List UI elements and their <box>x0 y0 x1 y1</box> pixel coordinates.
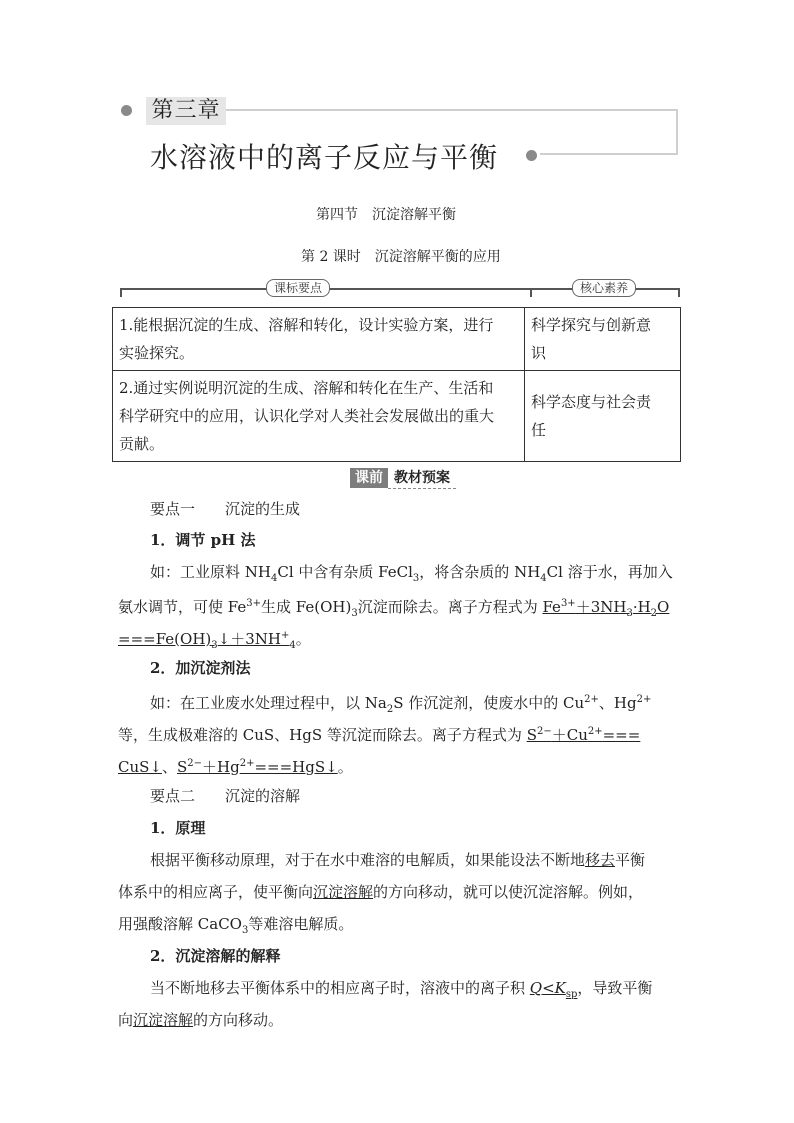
subscript: 3 <box>351 608 358 619</box>
paragraph-line <box>118 1008 678 1032</box>
text: ＋Cu <box>551 726 588 744</box>
cell-line: 任 <box>531 421 547 439</box>
text: Fe <box>542 598 561 616</box>
text: 向 <box>118 1011 134 1029</box>
text: ，将含杂质的 NH <box>419 563 541 581</box>
paragraph-line <box>118 912 678 943</box>
literacy-cell <box>525 308 681 371</box>
cell-line: 识 <box>531 344 547 362</box>
text: === <box>602 726 641 744</box>
subscript: 4 <box>270 573 278 584</box>
text: S <box>526 726 537 744</box>
point-one-title: 要点一 沉淀的生成 <box>150 500 301 518</box>
subscript: 2 <box>386 704 394 715</box>
frame-top-line <box>226 109 678 111</box>
lesson-title: 第 2 课时 沉淀溶解平衡的应用 <box>301 249 501 265</box>
explanation-heading: 2．沉淀溶解的解释 <box>150 947 281 965</box>
subscript: 3 <box>241 925 249 936</box>
text: 体系中的相应离子，使平衡向 <box>118 883 314 901</box>
text: 氨水调节，可使 Fe <box>118 598 247 616</box>
principle-heading: 1．原理 <box>150 819 206 837</box>
requirement-cell <box>113 371 525 462</box>
text: 平衡 <box>615 851 646 869</box>
answer-text: 移去 <box>585 851 616 869</box>
chapter-title: 水溶液中的离子反应与平衡 <box>150 141 499 174</box>
paragraph-line <box>118 624 678 658</box>
literacy-cell <box>525 371 681 462</box>
method-ph-heading: 1．调节 pH 法 <box>150 531 256 549</box>
requirements-table <box>112 307 681 462</box>
text: ＋Hg <box>202 758 240 776</box>
label-standards: 课标要点 <box>266 279 330 297</box>
frame-right-line <box>676 109 678 155</box>
subscript: 3 <box>412 573 420 584</box>
subscript: 4 <box>540 573 547 584</box>
cell-line: 科学研究中的应用，认识化学对人类社会发展做出的重大 <box>119 407 495 425</box>
superscript: + <box>280 630 290 641</box>
chapter-label: 第三章 <box>146 97 226 125</box>
subscript: 3 <box>211 640 218 651</box>
cell-line: 1.能根据沉淀的生成、溶解和转化，设计实验方案，进行 <box>119 316 494 334</box>
answer-text: Q <box>529 979 543 997</box>
text: O <box>657 598 670 616</box>
text: 等难溶电解质。 <box>248 915 354 933</box>
cell-line: 2.通过实例说明沉淀的生成、溶解和转化在生产、生活和 <box>119 379 494 397</box>
answer-text: CuS↓ <box>118 758 162 776</box>
cell-line: 科学态度与社会责 <box>531 393 652 411</box>
text: ===HgS↓ <box>254 758 338 776</box>
text: S <box>177 758 188 776</box>
table-row <box>113 308 681 371</box>
bracket-tick-right <box>678 288 680 297</box>
answer-text: 沉淀溶解 <box>133 1011 194 1029</box>
text: 如：在工业废水处理过程中，以 Na <box>150 694 387 712</box>
text: 的方向移动。 <box>193 1011 284 1029</box>
decor-dot-left <box>121 105 132 116</box>
answer-equation <box>177 758 338 776</box>
preview-text: 教材预案 <box>388 468 456 489</box>
text: 生成 Fe(OH) <box>260 598 352 616</box>
superscript: 2+ <box>587 726 603 737</box>
text: 的方向移动，就可以使沉淀溶解。例如， <box>373 883 644 901</box>
text: 等，生成极难溶的 CuS、HgS 等沉淀而除去。离子方程式为 <box>118 726 527 744</box>
text: 。 <box>337 758 353 776</box>
superscript: 2+ <box>239 758 255 769</box>
superscript: 3+ <box>560 598 576 609</box>
paragraph-line <box>150 976 710 1007</box>
superscript: 3+ <box>246 598 261 609</box>
answer-equation <box>118 630 296 651</box>
cell-line: 实验探究。 <box>119 344 195 362</box>
paragraph-line <box>118 752 678 779</box>
text: 当不断地移去平衡体系中的相应离子时，溶液中的离子积 <box>150 979 530 997</box>
text: ·H <box>632 598 651 616</box>
method-precipitant-heading: 2．加沉淀剂法 <box>150 659 251 677</box>
answer-text: 沉淀溶解 <box>313 883 374 901</box>
label-literacy: 核心素养 <box>572 279 636 297</box>
paragraph-line <box>118 880 678 904</box>
table-row <box>113 371 681 462</box>
preview-heading <box>350 468 456 488</box>
bracket-tick-left <box>120 288 122 297</box>
superscript: 2− <box>536 726 552 737</box>
cell-line: 贡献。 <box>119 435 165 453</box>
paragraph-line <box>150 688 710 722</box>
superscript: 2+ <box>636 694 652 705</box>
subscript: sp <box>565 989 578 1000</box>
text: ，导致平衡 <box>577 979 653 997</box>
paragraph-line <box>150 560 710 591</box>
text: 。 <box>295 630 311 648</box>
text: 、Hg <box>598 694 637 712</box>
text: 根据平衡移动原理，对于在水中难溶的电解质，如果能设法不断地 <box>150 851 586 869</box>
superscript: 2+ <box>584 694 599 705</box>
answer-text: <K <box>542 979 566 997</box>
text: Cl 中含有杂质 FeCl <box>277 563 413 581</box>
subscript: 4 <box>289 640 296 651</box>
text: 沉淀而除去。离子方程式为 <box>357 598 543 616</box>
text: Cl 溶于水，再加入 <box>546 563 673 581</box>
requirement-cell <box>113 308 525 371</box>
answer-equation <box>542 598 670 619</box>
text: ===Fe(OH) <box>118 630 212 648</box>
preview-tag: 课前 <box>350 468 388 488</box>
text: ＋3NH <box>575 598 627 616</box>
superscript: 2− <box>187 758 203 769</box>
cell-line: 科学探究与创新意 <box>531 316 652 334</box>
text: 如：工业原料 NH <box>150 563 271 581</box>
section-title: 第四节 沉淀溶解平衡 <box>316 207 456 223</box>
answer-equation <box>527 726 641 744</box>
text: S 作沉淀剂，使废水中的 Cu <box>393 694 585 712</box>
text: 、 <box>161 758 177 776</box>
decor-dot-right <box>526 150 537 161</box>
paragraph-line <box>118 720 678 747</box>
text: ↓＋3NH <box>217 630 281 648</box>
text: 用强酸溶解 CaCO <box>118 915 242 933</box>
bracket-tick-mid <box>530 288 532 297</box>
frame-bottom-line <box>540 153 678 155</box>
paragraph-line <box>150 848 710 872</box>
subscript: 3 <box>626 608 633 619</box>
point-two-title: 要点二 沉淀的溶解 <box>150 787 301 805</box>
subscript: 2 <box>650 608 658 619</box>
paragraph-line <box>118 592 678 626</box>
